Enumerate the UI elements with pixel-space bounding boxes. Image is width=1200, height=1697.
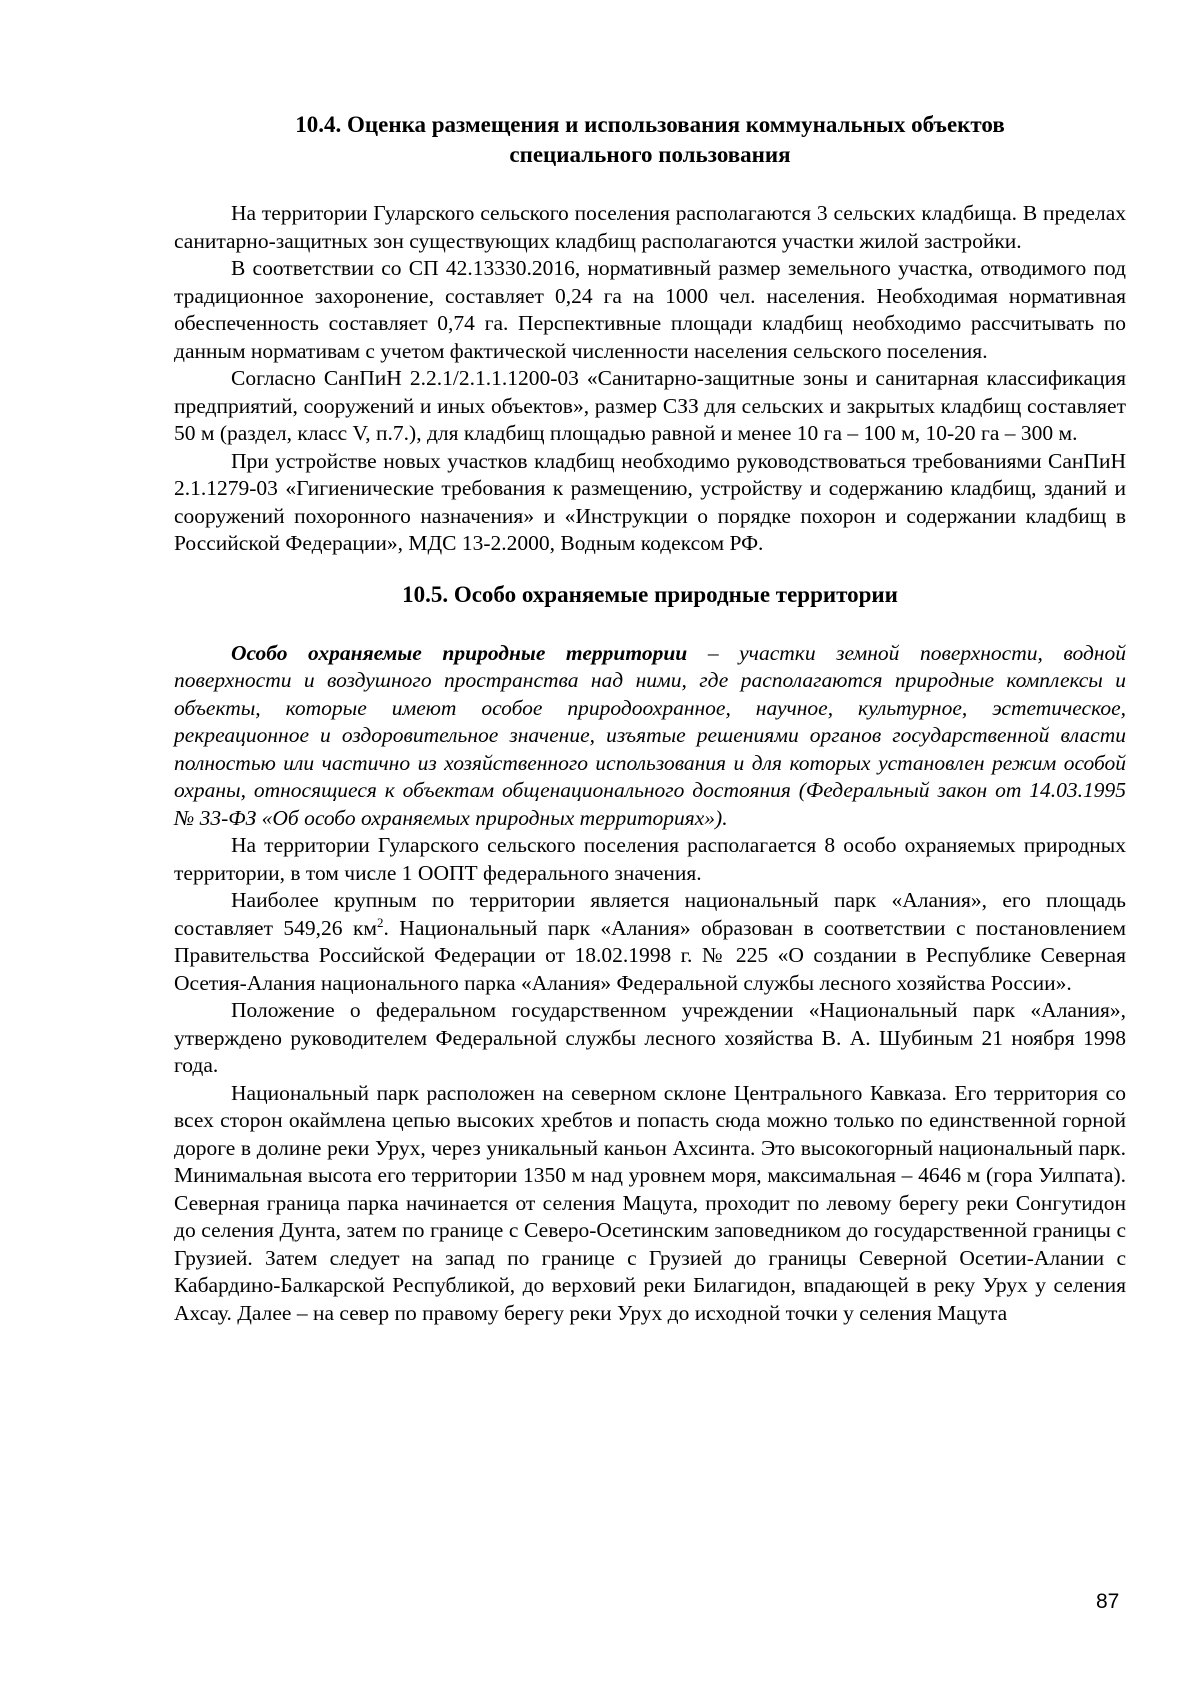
- section-10-5: [174, 580, 1126, 610]
- section-10-4-title-line2: специального пользования: [509, 142, 791, 167]
- section-10-4-title-line1: 10.4. Оценка размещения и использования коммунальных объектов: [295, 112, 1005, 137]
- section-10-4-title: [174, 110, 1126, 170]
- section-10-4: [174, 110, 1126, 170]
- page-number: 87: [1096, 1590, 1120, 1613]
- definition-text: – участки земной поверхности, водной поверхности и воздушного пространства над ними, где располагаются природные комплексы и объекты, которые имеют особое природоохранное, научное, культурное, эстетическое, рекреационное и оздоровительное значение, изъятые решениями органов государственной власти полностью или частично из хозяйственного использования и для которых установлен режим особой охраны, относящиеся к объектам общенационального достояния (Федеральный закон от 14.03.1995 № 33-ФЗ «Об особо охраняемых природных территориях»).: [174, 640, 1126, 830]
- paragraph-park-regulation: Положение о федеральном государственном учреждении «Национальный парк «Алания», утверждено руководителем Федеральной службы лесного хозяйства В. А. Шубиным 21 ноября 1998 года.: [174, 998, 1126, 1077]
- page-content: [174, 110, 1126, 1327]
- paragraph-oopt-count: На территории Гуларского сельского поселения располагается 8 особо охраняемых природных территории, в том числе 1 ООПТ федерального значения.: [174, 833, 1126, 885]
- superscript-2: 2: [377, 914, 384, 930]
- definition-term: Особо охраняемые природные территории: [231, 640, 688, 665]
- paragraph-cemeteries-count: На территории Гуларского сельского поселения располагаются 3 сельских кладбища. В пределах санитарно-защитных зон существующих кладбищ располагаются участки жилой застройки.: [174, 201, 1126, 253]
- paragraph-new-cemeteries: При устройстве новых участков кладбищ необходимо руководствоваться требованиями СанПиН 2.1.1279-03 «Гигиенические требования к размещению, устройству и содержанию кладбищ, зданий и сооружений похоронного назначения» и «Инструкции о порядке похорон и содержании кладбищ в Российской Федерации», МДС 13-2.2000, Водным кодексом РФ.: [174, 448, 1126, 555]
- paragraph-park-location: Национальный парк расположен на северном склоне Центрального Кавказа. Его территория со всех сторон окаймлена цепью высоких хребтов и попасть сюда можно только по единственной горной дороге в долине реки Урух, через уникальный каньон Ахсинта. Это высокогорный национальный парк. Минимальная высота его территории 1350 м над уровнем моря, максимальная – 4646 м (гора Уилпата). Северная граница парка начинается от селения Мацута, проходит по левому берегу реки Сонгутидон до селения Дунта, затем по границе с Северо-Осетинским заповедником до государственной границы с Грузией. Затем следует на запад по границе с Грузией до границы Северной Осетии-Алании с Кабардино-Балкарской Республикой, до верховий реки Билагидон, впадающей в реку Урух у селения Ахсау. Далее – на север по правому берегу реки Урух до исходной точки у селения Мацута: [174, 1080, 1126, 1325]
- paragraph-sanitary-zone: Согласно СанПиН 2.2.1/2.1.1.1200-03 «Санитарно-защитные зоны и санитарная классификация предприятий, сооружений и иных объектов», размер СЗЗ для сельских и закрытых кладбищ составляет 50 м (раздел, класс V, п.7.), для кладбищ площадью равной и менее 10 га – 100 м, 10-20 га – 300 м.: [174, 366, 1126, 445]
- paragraph-land-norm: В соответствии со СП 42.13330.2016, нормативный размер земельного участка, отводимого под традиционное захоронение, составляет 0,24 га на 1000 чел. населения. Необходимая нормативная обеспеченность составляет 0,74 га. Перспективные площади кладбищ необходимо рассчитывать по данным нормативам с учетом фактической численности населения сельского поселения.: [174, 256, 1126, 363]
- paragraph-oopt-definition: [174, 640, 1126, 833]
- park-area-text-before: Наиболее крупным по территории является национальный парк «Алания», его площадь составляет 549,26 км: [174, 888, 1126, 940]
- park-area-text-after: . Национальный парк «Алания» образован в соответствии с постановлением Правительства Российской Федерации от 18.02.1998 г. № 225 «О создании в Республике Северная Осетия-Алания национального парка «Алания» Федеральной службы лесного хозяйства России».: [174, 915, 1126, 995]
- paragraph-park-area: [174, 887, 1126, 997]
- section-10-5-title: 10.5. Особо охраняемые природные территории: [402, 581, 898, 607]
